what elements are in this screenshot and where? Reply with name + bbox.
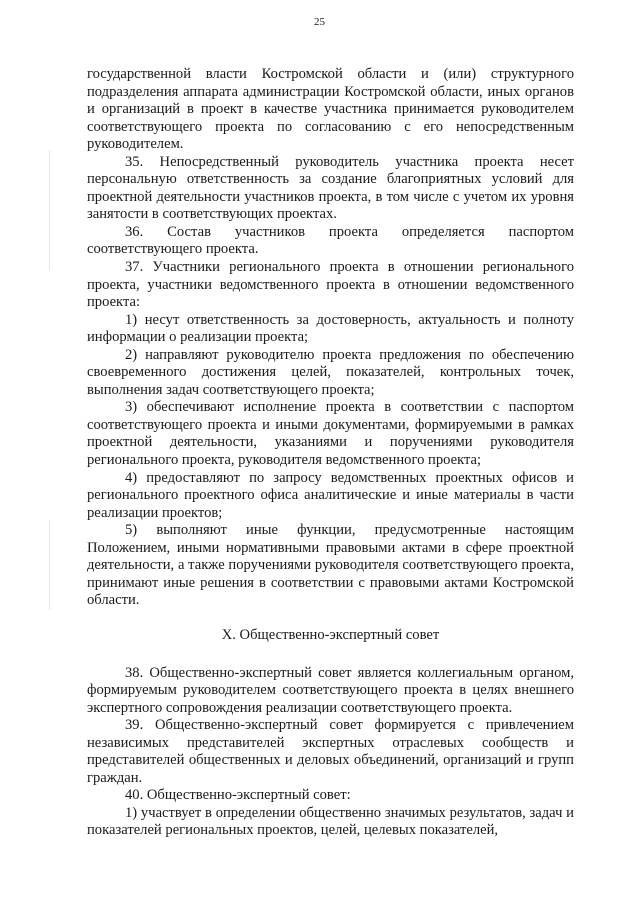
paragraphs-before-section: [87, 66, 574, 610]
paragraph: 39. Общественно-экспертный совет формируется с привлечением независимых представителей экспертных отраслевых сообществ и представителей общественных и деловых объединений, организаций и групп граждан.: [87, 717, 574, 786]
section-heading: X. Общественно-экспертный совет: [221, 626, 440, 643]
paragraph: 37. Участники регионального проекта в отношении регионального проекта, участники ведомственного проекта в отношении ведомственного проекта:: [87, 259, 574, 311]
paragraph: 5) выполняют иные функции, предусмотренные настоящим Положением, иными нормативными правовыми актами в сфере проектной деятельности, а также поручениями руководителя соответствующего проекта, принимают иные решения в соответствии с правовыми актами Костромской области.: [87, 522, 574, 609]
paragraph: 3) обеспечивают исполнение проекта в соответствии с паспортом соответствующего проекта и иными документами, формируемыми в рамках проектной деятельности, указаниями и поручениями руководителя регионального проекта, руководителя ведомственного проекта;: [87, 399, 574, 469]
paragraph: государственной власти Костромской области и (или) структурного подразделения аппарата администрации Костромской области, иных органов и организаций в проект в качестве участника принимается руководителем соответствующего проекта по согласованию с его непосредственным руководителем.: [87, 66, 574, 153]
paragraph: 1) участвует в определении общественно значимых результатов, задач и показателей региональных проектов, целей, целевых показателей,: [87, 804, 574, 839]
page-number: 25: [314, 16, 325, 28]
paragraphs-after-section: [87, 665, 574, 840]
scan-edge-line: [49, 150, 50, 270]
paragraph: 35. Непосредственный руководитель участника проекта несет персональную ответственность за создание благоприятных условий для проектной деятельности участников проекта, в том числе с учетом их уровня занятости в соответствующих проектах.: [87, 153, 574, 223]
paragraph: 2) направляют руководителю проекта предложения по обеспечению своевременного достижения целей, показателей, контрольных точек, выполнения задач соответствующего проекта;: [87, 346, 574, 398]
paragraph: 40. Общественно-экспертный совет:: [125, 787, 351, 804]
paragraph: 38. Общественно-экспертный совет является коллегиальным органом, формируемым руководителем соответствующего проекта в целях внешнего экспертного сопровождения реализации соответствующего проекта.: [87, 664, 574, 716]
document-body: [87, 66, 574, 840]
paragraph: 4) предоставляют по запросу ведомственных проектных офисов и регионального проектного офиса аналитические и иные материалы в части реализации проектов;: [87, 469, 574, 521]
paragraph: 1) несут ответственность за достоверность, актуальность и полноту информации о реализации проекта;: [87, 311, 574, 346]
paragraph: 36. Состав участников проекта определяется паспортом соответствующего проекта.: [87, 223, 574, 258]
scan-edge-line: [49, 520, 50, 610]
